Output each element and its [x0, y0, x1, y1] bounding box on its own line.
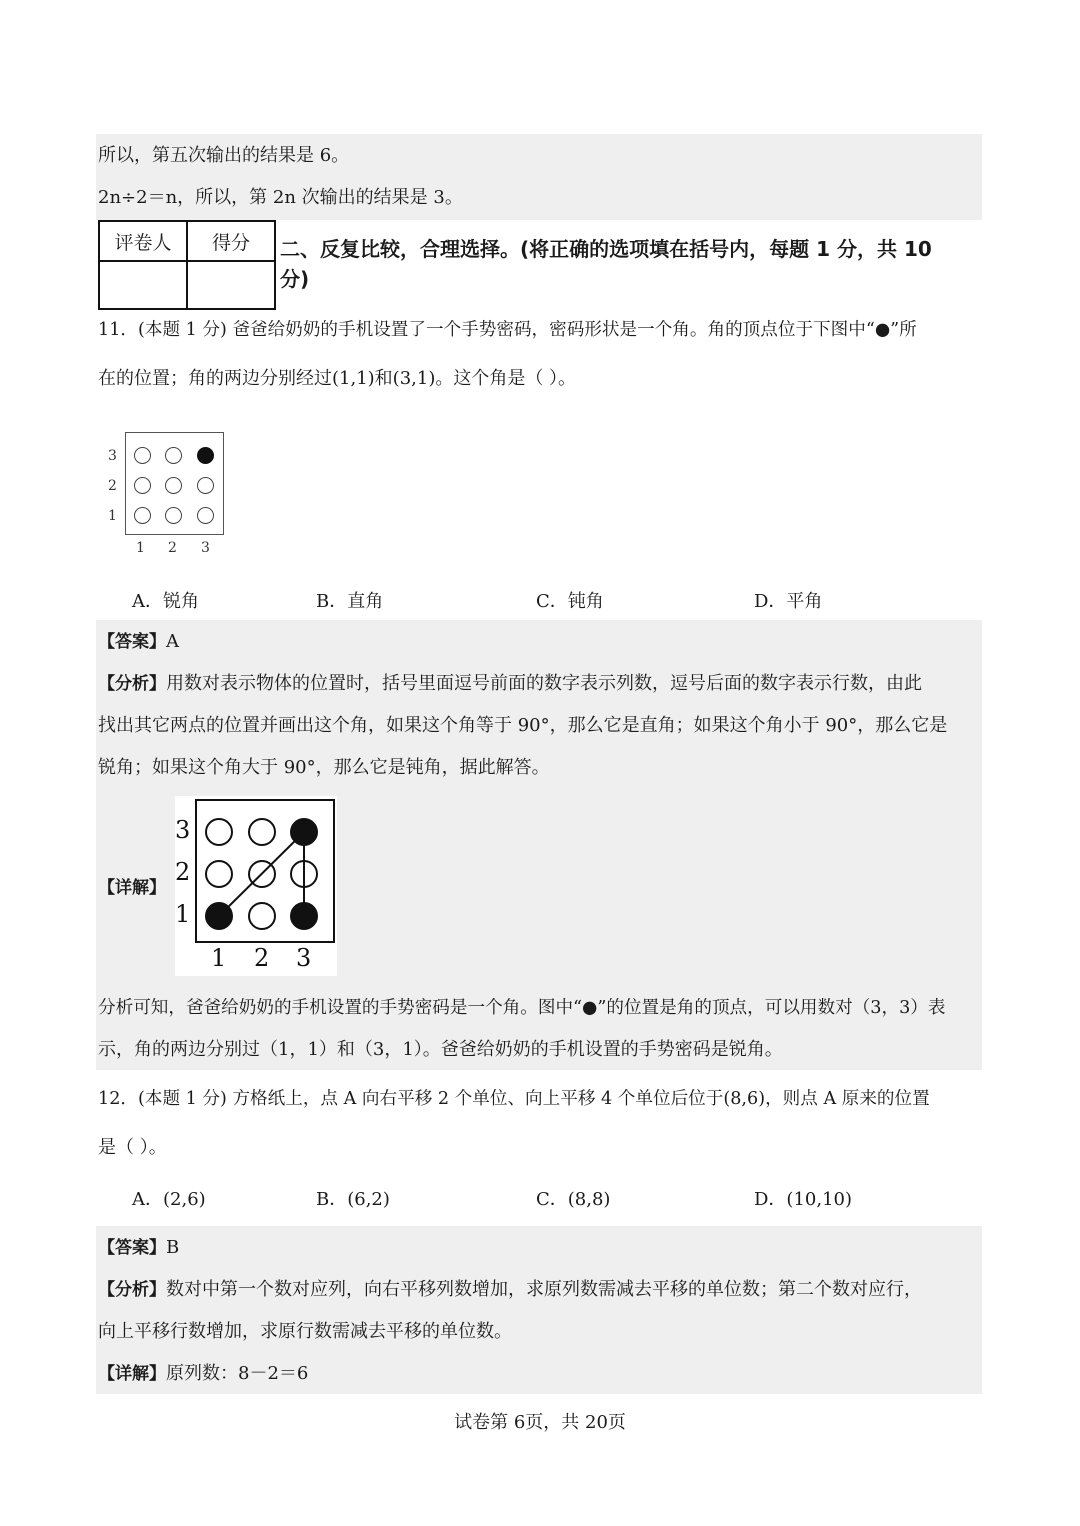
dot-2-2 — [165, 477, 182, 494]
col-label-3: 3 — [201, 540, 210, 556]
prev-line-2: 2n÷2＝n，所以，第 2n 次输出的结果是 3。 — [98, 187, 463, 208]
q12-analysis-2: 向上平移行数增加，求原行数需减去平移的单位数。 — [98, 1321, 512, 1342]
dot-3-3-vertex — [197, 447, 214, 464]
score-header-score: 得分 — [187, 221, 275, 261]
dot-3-1 — [197, 507, 214, 524]
page-footer: 试卷第 6页，共 20页 — [454, 1412, 626, 1433]
q11-option-b[interactable]: B．直角 — [316, 591, 384, 612]
dot-1-1 — [134, 507, 151, 524]
diagram-col-2: 2 — [254, 944, 270, 972]
prev-line-1: 所以，第五次输出的结果是 6。 — [98, 145, 350, 166]
q11-solution-diagram — [175, 796, 337, 976]
diagram-row-1: 1 — [175, 900, 191, 928]
big-dot-2-3 — [248, 818, 276, 846]
diagram-row-2: 2 — [175, 858, 191, 886]
q12-option-b[interactable]: B．(6,2) — [316, 1189, 390, 1210]
answer-tag: 【答案】 — [98, 632, 166, 652]
analysis-text: 数对中第一个数对应列，向右平移列数增加，求原列数需减去平移的单位数；第二个数对应行， — [166, 1279, 922, 1300]
big-dot-2-2 — [248, 860, 276, 888]
q11-analysis-2: 找出其它两点的位置并画出这个角，如果这个角等于 90°，那么它是直角；如果这个角小于 90°，那么它是 — [98, 715, 948, 736]
q11-analysis-3: 锐角；如果这个角大于 90°，那么它是钝角，据此解答。 — [98, 757, 550, 778]
section-title-line-1: 二、反复比较，合理选择。(将正确的选项填在括号内，每题 1 分，共 10 — [280, 237, 932, 261]
big-dot-1-3 — [205, 818, 233, 846]
big-dot-1-1 — [205, 902, 233, 930]
score-box — [98, 220, 276, 310]
q12-detail — [98, 1362, 308, 1386]
q11-explain-1: 分析可知，爸爸给奶奶的手机设置的手势密码是一个角。图中“●”的位置是角的顶点，可以用数对（3，3）表 — [98, 998, 946, 1018]
big-dot-1-2 — [205, 860, 233, 888]
q12-line-2: 是（ ）。 — [98, 1137, 167, 1158]
q12-option-c[interactable]: C．(8,8) — [536, 1189, 611, 1210]
diagram-col-1: 1 — [211, 944, 227, 972]
q11-option-d[interactable]: D．平角 — [754, 591, 823, 612]
col-label-2: 2 — [168, 540, 177, 556]
q12-line-1: 12．(本题 1 分) 方格纸上，点 A 向右平移 2 个单位、向上平移 4 个单位后位于(8,6)，则点 A 原来的位置 — [98, 1089, 930, 1109]
q11-option-c[interactable]: C．钝角 — [536, 591, 604, 612]
answer-tag: 【答案】 — [98, 1238, 166, 1258]
diagram-col-3: 3 — [296, 944, 312, 972]
detail-text: 原列数：8－2＝6 — [166, 1363, 309, 1384]
q11-option-a[interactable]: A．锐角 — [132, 591, 199, 612]
q11-detail-tag — [98, 876, 166, 900]
q12-option-d[interactable]: D．(10,10) — [754, 1189, 853, 1210]
col-label-1: 1 — [136, 540, 145, 556]
q12-option-a[interactable]: A．(2,6) — [132, 1189, 206, 1210]
score-header-grader: 评卷人 — [99, 221, 187, 261]
detail-tag: 【详解】 — [98, 1364, 166, 1384]
q12-answer — [98, 1236, 179, 1260]
detail-tag: 【详解】 — [98, 878, 166, 898]
big-dot-3-2 — [290, 860, 318, 888]
diagram-row-3: 3 — [175, 816, 191, 844]
q11-answer — [98, 630, 179, 654]
big-dot-3-1 — [290, 902, 318, 930]
row-label-1: 1 — [108, 508, 117, 524]
q11-explain-2: 示，角的两边分别过（1，1）和（3，1）。爸爸给奶奶的手机设置的手势密码是锐角。 — [98, 1039, 783, 1060]
score-cell[interactable] — [187, 261, 275, 309]
q11-analysis-1 — [98, 672, 922, 696]
q11-line-1: 11．(本题 1 分) 爸爸给奶奶的手机设置了一个手势密码，密码形状是一个角。角的顶点位于下图中“●”所 — [98, 320, 917, 340]
dot-3-2 — [197, 477, 214, 494]
grader-cell[interactable] — [99, 261, 187, 309]
q11-line-2: 在的位置；角的两边分别经过(1,1)和(3,1)。这个角是（ ）。 — [98, 368, 577, 389]
big-dot-2-1 — [248, 902, 276, 930]
answer-value: B — [166, 1237, 180, 1258]
q12-analysis-1 — [98, 1278, 922, 1302]
dot-2-3 — [165, 447, 182, 464]
dot-1-2 — [134, 477, 151, 494]
analysis-tag: 【分析】 — [98, 1280, 166, 1300]
answer-value: A — [166, 631, 179, 652]
dot-2-1 — [165, 507, 182, 524]
row-label-2: 2 — [108, 478, 117, 494]
big-dot-3-3-vertex — [290, 818, 318, 846]
dot-1-3 — [134, 447, 151, 464]
section-title-line-2: 分) — [280, 267, 310, 291]
row-label-3: 3 — [108, 448, 117, 464]
q11-gesture-grid — [104, 430, 234, 565]
analysis-tag: 【分析】 — [98, 674, 166, 694]
analysis-text: 用数对表示物体的位置时，括号里面逗号前面的数字表示列数，逗号后面的数字表示行数，由此 — [166, 673, 922, 694]
